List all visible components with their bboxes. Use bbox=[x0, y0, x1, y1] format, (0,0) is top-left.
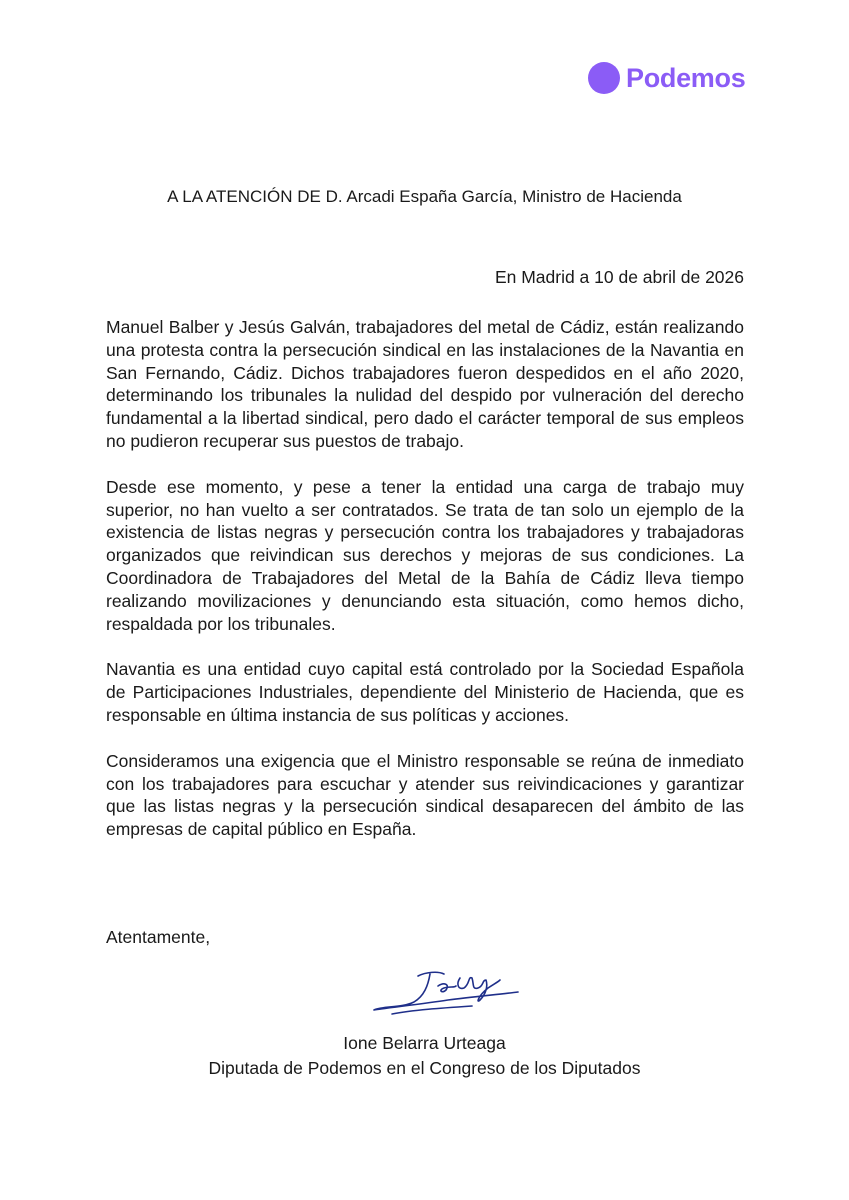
podemos-logo bbox=[588, 62, 745, 94]
letter-body bbox=[106, 316, 744, 864]
letter-date: En Madrid a 10 de abril de 2026 bbox=[494, 267, 744, 287]
paragraph-3: Navantia es una entidad cuyo capital está controlado por la Sociedad Española de Participaciones Industriales, dependiente del Ministerio de Hacienda, que es responsable en última instancia de sus políticas y acciones. bbox=[106, 659, 744, 725]
logo-text: Podemos bbox=[626, 62, 746, 93]
paragraph-4: Consideramos una exigencia que el Ministro responsable se reúna de inmediato con los trabajadores para escuchar y atender sus reivindicaciones y garantizar que las listas negras y la persecución sindical desaparecen del ámbito de las empresas de capital público en España. bbox=[106, 750, 744, 840]
logo-circle-icon bbox=[588, 62, 620, 94]
paragraph-2: Desde ese momento, y pese a tener la entidad una carga de trabajo muy superior, no han vuelto a ser contratados. Se trata de tan solo un ejemplo de la existencia de listas negras y persecución contra los trabajadores y trabajadoras organizados que reivindican sus derechos y mejoras de sus condiciones. La Coordinadora de Trabajadores del Metal de la Bahía de Cádiz lleva tiempo realizando movilizaciones y denunciando esta situación, como hemos dicho, respaldada por los tribunales. bbox=[106, 476, 744, 634]
signer-title: Diputada de Podemos en el Congreso de los Diputados bbox=[208, 1058, 641, 1078]
handwritten-signature bbox=[352, 966, 532, 1026]
attention-line: A LA ATENCIÓN DE D. Arcadi España García, Ministro de Hacienda bbox=[167, 187, 682, 206]
signer-name: Ione Belarra Urteaga bbox=[343, 1033, 506, 1053]
paragraph-1: Manuel Balber y Jesús Galván, trabajadores del metal de Cádiz, están realizando una protesta contra la persecución sindical en las instalaciones de la Navantia en San Fernando, Cádiz. Dichos trabajadores fueron despedidos en el año 2020, determinando los tribunales la nulidad del despido por vulneración del derecho fundamental a la libertad sindical, pero dado el carácter temporal de sus empleos no pudieron recuperar sus puestos de trabajo. bbox=[106, 317, 744, 451]
closing-salutation: Atentamente, bbox=[106, 927, 211, 947]
